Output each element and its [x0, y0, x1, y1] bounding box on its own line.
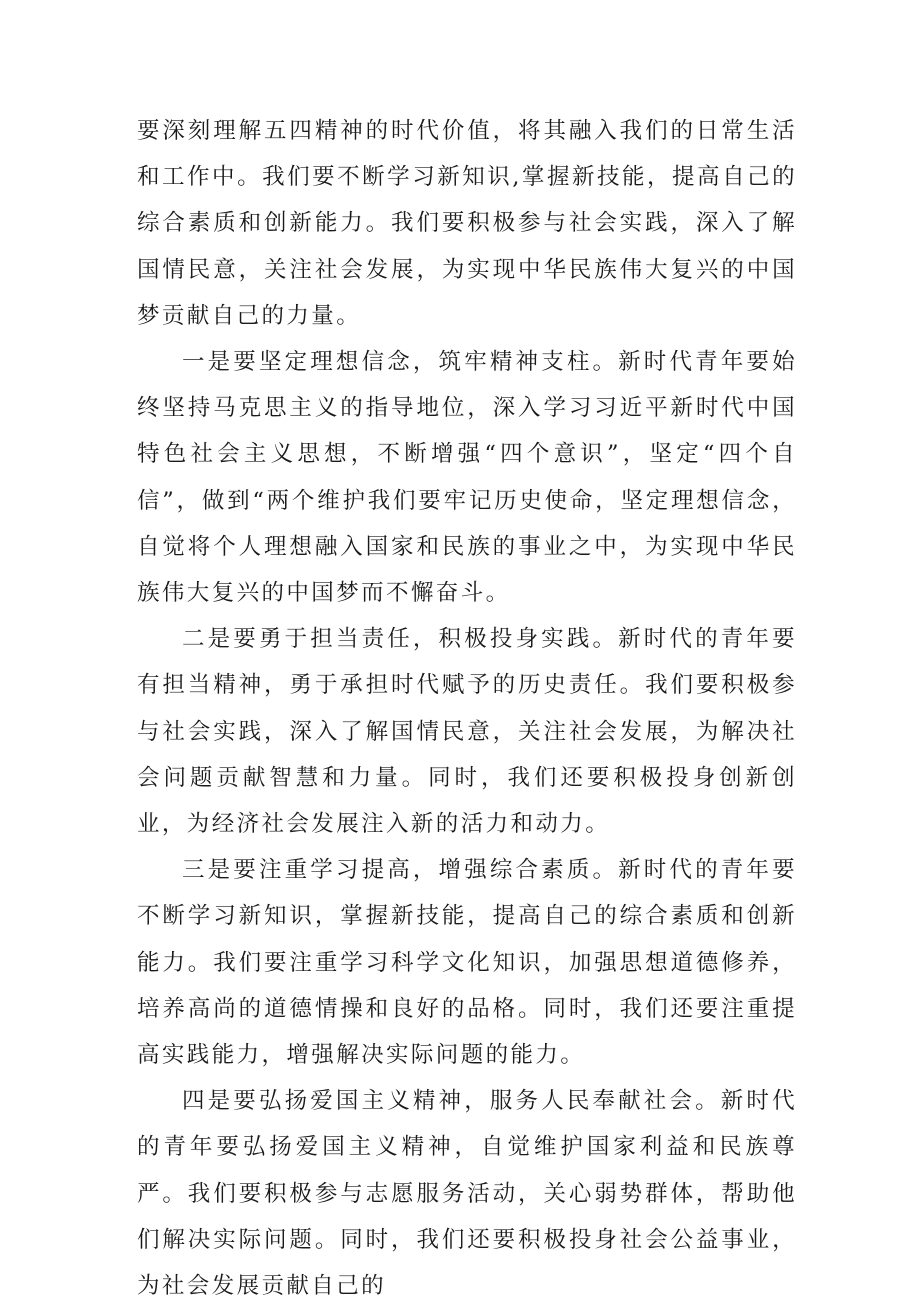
paragraph-point-four: 四是要弘扬爱国主义精神，服务人民奉献社会。新时代的青年要弘扬爱国主义精神，自觉维护国家利益和民族尊严。我们要积极参与志愿服务活动，关心弱势群体，帮助他们解决实际问题。同时，我们还要积极投身社会公益事业，为社会发展贡献自己的	[137, 1088, 797, 1300]
paragraph-continuation: 要深刻理解五四精神的时代价值，将其融入我们的日常生活和工作中。我们要不断学习新知识,掌握新技能，提高自己的综合素质和创新能力。我们要积极参与社会实践，深入了解国情民意，关注社会发展，为实现中华民族伟大复兴的中国梦贡献自己的力量。	[137, 118, 797, 329]
paragraph-point-two: 二是要勇于担当责任，积极投身实践。新时代的青年要有担当精神，勇于承担时代赋予的历史责任。我们要积极参与社会实践，深入了解国情民意，关注社会发展，为解决社会问题贡献智慧和力量。同时，我们还要积极投身创新创业，为经济社会发展注入新的活力和动力。	[137, 626, 797, 838]
paragraph-point-one: 一是要坚定理想信念，筑牢精神支柱。新时代青年要始终坚持马克思主义的指导地位，深入学习习近平新时代中国特色社会主义思想，不断增强“四个意识”，坚定“四个自信”，做到“两个维护我们要牢记历史使命，坚定理想信念，自觉将个人理想融入国家和民族的事业之中，为实现中华民族伟大复兴的中国梦而不懈奋斗。	[137, 349, 797, 607]
document-body	[137, 108, 797, 1309]
paragraph-point-three: 三是要注重学习提高，增强综合素质。新时代的青年要不断学习新知识，掌握新技能，提高自己的综合素质和创新能力。我们要注重学习科学文化知识，加强思想道德修养，培养高尚的道德情操和良好的品格。同时，我们还要注重提高实践能力，增强解决实际问题的能力。	[137, 857, 797, 1069]
